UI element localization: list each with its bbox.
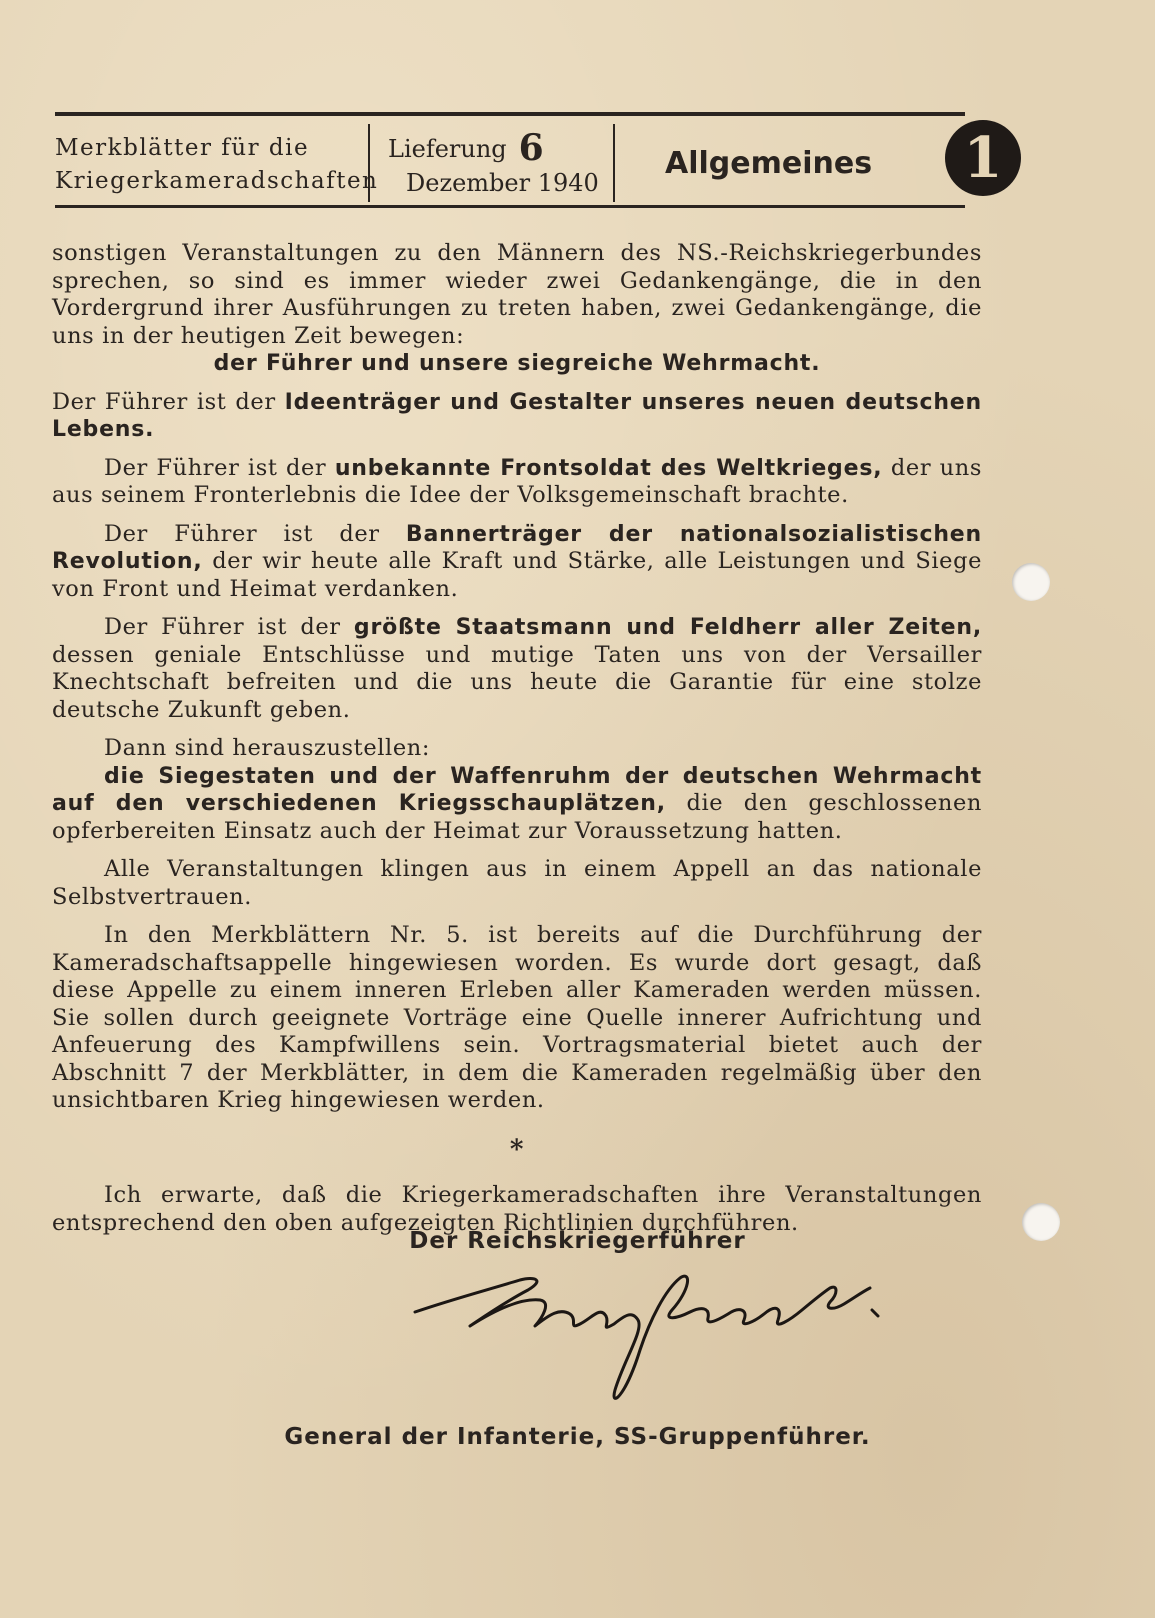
document-header [55, 112, 1003, 208]
signatory-rank: General der Infanterie, SS-Gruppenführer. [284, 1424, 871, 1450]
series-title-line-2: Kriegerkameradschaften [55, 168, 379, 194]
paragraph-7: Dann sind herauszustellen: [104, 735, 431, 761]
paragraph-6-bold: größte Staatsmann und Feldherr aller Zeiten, [353, 615, 982, 640]
issue-label: Lieferung [388, 135, 507, 163]
paragraph-3-lead: Der Führer ist der [52, 388, 276, 415]
series-title-line-1: Merkblätter für die [55, 135, 310, 161]
signatory-title: Der Reichskriegerführer [409, 1228, 746, 1254]
paragraph-5-lead: Der Führer ist der [104, 520, 380, 547]
paragraph-9: Alle Veranstaltungen klingen aus in einem Appell an das nationale Selbstvertrauen. [52, 856, 982, 910]
paragraph-3 [52, 389, 982, 444]
series-title [55, 124, 379, 202]
paragraph-5 [52, 521, 982, 604]
handwritten-signature [410, 1270, 900, 1420]
issue-number: 6 [518, 127, 544, 169]
paragraph-2 [52, 350, 982, 378]
issue-line [388, 127, 613, 169]
paragraph-8-bold: die Siegestaten und der Waffenruhm der deutschen Wehrmacht auf den verschiedenen Kriegsschauplätzen, [52, 763, 982, 816]
document-body [52, 240, 982, 1237]
section-separator: * [509, 1134, 525, 1165]
section-cell [615, 124, 1003, 202]
paragraph-6-rest: dessen geniale Entschlüsse und mutige Taten uns von der Versailler Knechtschaft befreiten und die uns heute die Garantie für eine stolze deutsche Zukunft geben. [52, 641, 982, 723]
paragraph-10: In den Merkblättern Nr. 5. ist bereits auf die Durchführung der Kameradschaftsappelle hingewiesen worden. Es wurde dort gesagt, daß diese Appelle zu einem inneren Erleben aller Kameraden werden müssen. Sie sollen durch geeignete Vorträge eine Quelle innerer Aufrichtung und Anfeuerung des Kampfwillens sein. Vortragsmaterial bietet auch der Abschnitt 7 der Merkblätter, in dem die Kameraden regelmäßig über den unsichtbaren Krieg hingewiesen werden. [52, 922, 982, 1113]
paragraph-2-bold: der Führer und unsere siegreiche Wehrmacht. [213, 351, 821, 376]
paragraph-4-rest: der uns aus seinem Fronterlebnis die Idee der Volksgemeinschaft brachte. [52, 454, 983, 508]
section-number-badge: 1 [945, 120, 1021, 196]
paragraph-5-bold: Bannerträger der nationalsozialistischen Revolution, [52, 521, 982, 574]
paragraph-6 [52, 614, 982, 724]
paragraph-11: Ich erwarte, daß die Kriegerkameradschaften ihre Veranstaltungen entsprechend den oben aufgezeigten Richtlinien durchführen. [52, 1182, 982, 1236]
paragraph-5-rest: der wir heute alle Kraft und Stärke, alle Leistungen und Siege von Front und Heimat verdanken. [52, 548, 982, 602]
section-title: Allgemeines [665, 146, 873, 181]
punch-hole-upper [1012, 563, 1050, 601]
paragraph-3-bold: Ideenträger und Gestalter unseres neuen deutschen Lebens. [52, 389, 982, 442]
paragraph-4-bold: unbekannte Frontsoldat des Weltkrieges, [334, 455, 883, 481]
paragraph-6-lead: Der Führer ist der [104, 614, 341, 640]
issue-date: Dezember 1940 [406, 169, 599, 197]
punch-hole-lower [1022, 1203, 1060, 1241]
paragraph-4 [52, 455, 982, 510]
issue-info [370, 124, 615, 202]
paragraph-4-lead: Der Führer ist der [104, 454, 327, 481]
paragraph-8 [52, 763, 982, 846]
paragraph-1: sonstigen Veranstaltungen zu den Männern des NS.-Reichskriegerbundes sprechen, so sind es immer wieder zwei Gedankengänge, die in den Vordergrund ihrer Ausführungen zu treten haben, zwei Gedankengänge, die uns in der heutigen Zeit bewegen: [52, 240, 982, 349]
paragraph-8-rest: die den geschlossenen opferbereiten Einsatz auch der Heimat zur Voraussetzung hatten. [52, 790, 982, 844]
